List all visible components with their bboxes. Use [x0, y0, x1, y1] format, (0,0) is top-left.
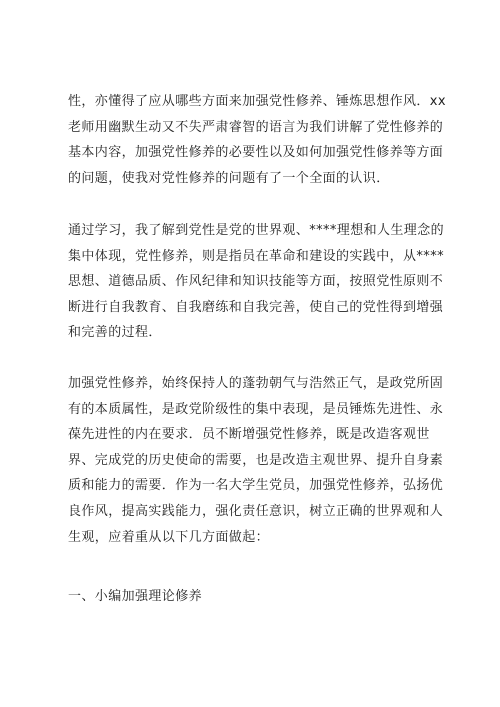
text-line: 加强党性修养，始终保持人的蓬勃朝气与浩然正气，是政党所固: [68, 376, 444, 391]
text-line: 界、完成党的历史使命的需要，也是改造主观世界、提升自身素: [68, 452, 444, 468]
paragraph: [68, 89, 446, 191]
text-line: 和完善的过程．: [68, 325, 162, 341]
text-line: 有的本质属性，是政党阶级性的集中表现，是员锤炼先进性、永: [68, 401, 444, 417]
text-line: 生观，应着重从以下几方面做起：: [68, 529, 270, 545]
section-heading-text: 一、小编加强理论修养: [68, 589, 203, 604]
text-line: 断进行自我教育、自我磨练和自我完善，使自己的党性得到增强: [68, 299, 444, 315]
text-line: 老师用幽默生动又不失严肃睿智的语言为我们讲解了党性修养的: [68, 119, 444, 135]
text-line: 良作风，提高实践能力，强化责任意识，树立正确的世界观和人: [68, 503, 444, 519]
text-line: 质和能力的需要．作为一名大学生党员，加强党性修养，弘扬优: [68, 478, 444, 494]
text-line: 性，亦懂得了应从哪些方面来加强党性修养、锤炼思想作风．xx: [68, 94, 446, 109]
text-line: 集中体现，党性修养，则是指员在革命和建设的实践中，从****: [68, 248, 445, 264]
text-line: 思想、道德品质、作风纪律和知识技能等方面，按照党性原则不: [68, 274, 444, 290]
paragraph: [68, 218, 446, 346]
text-line: 的问题，使我对党性修养的问题有了一个全面的认识．: [68, 170, 390, 186]
text-line: 基本内容，加强党性修养的必要性以及如何加强党性修养等方面: [68, 145, 444, 161]
text-line: 通过学习，我了解到党性是党的世界观、****理想和人生理念的: [68, 223, 445, 238]
section-heading: [68, 584, 446, 610]
paragraph: [68, 371, 446, 550]
text-line: 葆先进性的内在要求．员不断增强党性修养，既是改造客观世: [68, 427, 430, 443]
